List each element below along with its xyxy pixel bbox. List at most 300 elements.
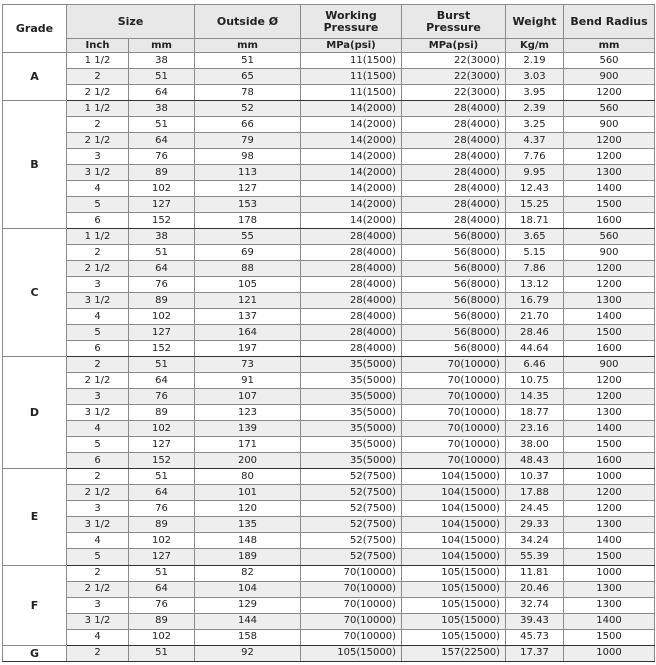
table-row (3, 245, 655, 261)
cell-outside-mm: 123 (195, 405, 301, 421)
cell-size-mm: 64 (129, 373, 195, 389)
cell-size-mm: 127 (129, 197, 195, 213)
cell-inch: 3 (67, 597, 129, 613)
subheader-outside-mm: mm (195, 39, 301, 53)
cell-bend-radius: 1200 (564, 149, 655, 165)
table-row (3, 101, 655, 117)
cell-outside-mm: 92 (195, 645, 301, 661)
cell-inch: 5 (67, 437, 129, 453)
cell-burst-pressure: 104(15000) (402, 549, 506, 565)
cell-weight: 20.46 (506, 581, 564, 597)
cell-bend-radius: 1300 (564, 597, 655, 613)
cell-burst-pressure: 56(8000) (402, 261, 506, 277)
cell-inch: 3 1/2 (67, 613, 129, 629)
cell-burst-pressure: 28(4000) (402, 181, 506, 197)
cell-working-pressure: 70(10000) (301, 565, 402, 581)
cell-bend-radius: 900 (564, 117, 655, 133)
cell-inch: 2 1/2 (67, 133, 129, 149)
cell-outside-mm: 98 (195, 149, 301, 165)
header-row (3, 5, 655, 39)
cell-burst-pressure: 70(10000) (402, 357, 506, 373)
grade-cell: A (3, 53, 67, 101)
cell-inch: 2 (67, 245, 129, 261)
cell-weight: 44.64 (506, 341, 564, 357)
table-row (3, 373, 655, 389)
cell-working-pressure: 28(4000) (301, 341, 402, 357)
cell-outside-mm: 135 (195, 517, 301, 533)
cell-size-mm: 64 (129, 485, 195, 501)
cell-burst-pressure: 56(8000) (402, 325, 506, 341)
table-row (3, 517, 655, 533)
cell-bend-radius: 1300 (564, 581, 655, 597)
cell-size-mm: 102 (129, 629, 195, 645)
cell-working-pressure: 35(5000) (301, 437, 402, 453)
cell-size-mm: 89 (129, 405, 195, 421)
cell-size-mm: 64 (129, 261, 195, 277)
cell-bend-radius: 1300 (564, 405, 655, 421)
cell-burst-pressure: 56(8000) (402, 341, 506, 357)
cell-working-pressure: 14(2000) (301, 133, 402, 149)
cell-inch: 2 1/2 (67, 85, 129, 101)
cell-outside-mm: 137 (195, 309, 301, 325)
table-row (3, 549, 655, 565)
cell-outside-mm: 66 (195, 117, 301, 133)
cell-outside-mm: 127 (195, 181, 301, 197)
grade-cell: F (3, 565, 67, 645)
cell-outside-mm: 105 (195, 277, 301, 293)
cell-bend-radius: 900 (564, 69, 655, 85)
cell-bend-radius: 1300 (564, 517, 655, 533)
cell-size-mm: 152 (129, 213, 195, 229)
cell-inch: 2 1/2 (67, 373, 129, 389)
cell-burst-pressure: 70(10000) (402, 373, 506, 389)
table-row (3, 485, 655, 501)
cell-inch: 1 1/2 (67, 53, 129, 69)
cell-working-pressure: 105(15000) (301, 645, 402, 661)
cell-size-mm: 89 (129, 517, 195, 533)
cell-working-pressure: 28(4000) (301, 309, 402, 325)
cell-burst-pressure: 104(15000) (402, 501, 506, 517)
cell-weight: 9.95 (506, 165, 564, 181)
table-row (3, 437, 655, 453)
cell-weight: 34.24 (506, 533, 564, 549)
cell-inch: 2 1/2 (67, 261, 129, 277)
cell-size-mm: 76 (129, 149, 195, 165)
cell-weight: 3.03 (506, 69, 564, 85)
cell-bend-radius: 1600 (564, 453, 655, 469)
cell-size-mm: 51 (129, 69, 195, 85)
cell-weight: 38.00 (506, 437, 564, 453)
cell-working-pressure: 28(4000) (301, 229, 402, 245)
cell-size-mm: 51 (129, 469, 195, 485)
cell-outside-mm: 178 (195, 213, 301, 229)
cell-weight: 14.35 (506, 389, 564, 405)
table-row (3, 229, 655, 245)
cell-bend-radius: 560 (564, 101, 655, 117)
cell-inch: 1 1/2 (67, 101, 129, 117)
table-body (3, 53, 655, 662)
cell-working-pressure: 11(1500) (301, 85, 402, 101)
header-outside-diameter: Outside Ø (195, 5, 301, 39)
cell-working-pressure: 35(5000) (301, 405, 402, 421)
cell-size-mm: 102 (129, 181, 195, 197)
cell-bend-radius: 1500 (564, 629, 655, 645)
table-row (3, 293, 655, 309)
cell-inch: 2 (67, 357, 129, 373)
table-row (3, 597, 655, 613)
cell-outside-mm: 52 (195, 101, 301, 117)
table-row (3, 325, 655, 341)
cell-weight: 7.86 (506, 261, 564, 277)
cell-outside-mm: 101 (195, 485, 301, 501)
table-row (3, 453, 655, 469)
cell-working-pressure: 52(7500) (301, 549, 402, 565)
table-row (3, 197, 655, 213)
cell-bend-radius: 900 (564, 245, 655, 261)
cell-bend-radius: 1200 (564, 133, 655, 149)
cell-working-pressure: 14(2000) (301, 181, 402, 197)
cell-bend-radius: 1200 (564, 261, 655, 277)
cell-working-pressure: 11(1500) (301, 53, 402, 69)
cell-working-pressure: 70(10000) (301, 629, 402, 645)
cell-outside-mm: 121 (195, 293, 301, 309)
cell-weight: 2.39 (506, 101, 564, 117)
cell-inch: 3 (67, 501, 129, 517)
cell-outside-mm: 189 (195, 549, 301, 565)
header-size: Size (67, 5, 195, 39)
cell-burst-pressure: 22(3000) (402, 53, 506, 69)
subheader-weight-unit: Kg/m (506, 39, 564, 53)
subheader-working-unit: MPa(psi) (301, 39, 402, 53)
cell-weight: 18.71 (506, 213, 564, 229)
cell-working-pressure: 35(5000) (301, 421, 402, 437)
cell-burst-pressure: 28(4000) (402, 149, 506, 165)
cell-working-pressure: 28(4000) (301, 277, 402, 293)
header-working-pressure (301, 5, 402, 39)
cell-working-pressure: 28(4000) (301, 245, 402, 261)
cell-inch: 6 (67, 213, 129, 229)
cell-size-mm: 127 (129, 549, 195, 565)
cell-size-mm: 152 (129, 453, 195, 469)
cell-burst-pressure: 28(4000) (402, 133, 506, 149)
cell-size-mm: 102 (129, 309, 195, 325)
cell-size-mm: 51 (129, 357, 195, 373)
cell-weight: 45.73 (506, 629, 564, 645)
table-row (3, 421, 655, 437)
cell-bend-radius: 1600 (564, 341, 655, 357)
cell-weight: 11.81 (506, 565, 564, 581)
cell-weight: 10.37 (506, 469, 564, 485)
cell-size-mm: 51 (129, 565, 195, 581)
cell-size-mm: 89 (129, 165, 195, 181)
header-weight: Weight (506, 5, 564, 39)
table-row (3, 405, 655, 421)
hose-spec-table (2, 4, 655, 662)
cell-working-pressure: 35(5000) (301, 453, 402, 469)
header-working-line1: Working (325, 8, 377, 22)
cell-weight: 6.46 (506, 357, 564, 373)
cell-burst-pressure: 104(15000) (402, 533, 506, 549)
cell-weight: 7.76 (506, 149, 564, 165)
cell-inch: 3 (67, 149, 129, 165)
cell-burst-pressure: 28(4000) (402, 117, 506, 133)
grade-cell: B (3, 101, 67, 229)
cell-inch: 6 (67, 341, 129, 357)
cell-bend-radius: 1200 (564, 373, 655, 389)
cell-working-pressure: 52(7500) (301, 533, 402, 549)
cell-working-pressure: 35(5000) (301, 389, 402, 405)
table-row (3, 69, 655, 85)
table-row (3, 533, 655, 549)
cell-bend-radius: 1400 (564, 613, 655, 629)
cell-bend-radius: 1000 (564, 645, 655, 661)
cell-inch: 3 1/2 (67, 165, 129, 181)
cell-weight: 3.95 (506, 85, 564, 101)
table-row (3, 389, 655, 405)
cell-bend-radius: 1300 (564, 293, 655, 309)
cell-burst-pressure: 28(4000) (402, 213, 506, 229)
header-bend-radius: Bend Radius (564, 5, 655, 39)
cell-burst-pressure: 70(10000) (402, 437, 506, 453)
grade-cell: G (3, 645, 67, 661)
cell-inch: 3 1/2 (67, 405, 129, 421)
table-row (3, 581, 655, 597)
cell-working-pressure: 35(5000) (301, 357, 402, 373)
cell-inch: 5 (67, 325, 129, 341)
cell-bend-radius: 560 (564, 229, 655, 245)
cell-bend-radius: 560 (564, 53, 655, 69)
cell-burst-pressure: 22(3000) (402, 85, 506, 101)
cell-working-pressure: 14(2000) (301, 213, 402, 229)
table-row (3, 469, 655, 485)
cell-working-pressure: 52(7500) (301, 501, 402, 517)
cell-inch: 3 (67, 389, 129, 405)
cell-size-mm: 51 (129, 645, 195, 661)
cell-working-pressure: 35(5000) (301, 373, 402, 389)
cell-burst-pressure: 56(8000) (402, 229, 506, 245)
cell-working-pressure: 14(2000) (301, 165, 402, 181)
table-row (3, 133, 655, 149)
cell-bend-radius: 1400 (564, 309, 655, 325)
cell-working-pressure: 52(7500) (301, 485, 402, 501)
cell-size-mm: 127 (129, 325, 195, 341)
cell-size-mm: 76 (129, 597, 195, 613)
cell-burst-pressure: 28(4000) (402, 165, 506, 181)
cell-weight: 15.25 (506, 197, 564, 213)
cell-outside-mm: 88 (195, 261, 301, 277)
cell-bend-radius: 1400 (564, 533, 655, 549)
cell-weight: 29.33 (506, 517, 564, 533)
cell-bend-radius: 1600 (564, 213, 655, 229)
table-row (3, 149, 655, 165)
cell-working-pressure: 70(10000) (301, 597, 402, 613)
cell-bend-radius: 1200 (564, 389, 655, 405)
cell-inch: 2 (67, 565, 129, 581)
table-row (3, 645, 655, 661)
cell-inch: 2 (67, 469, 129, 485)
cell-burst-pressure: 56(8000) (402, 293, 506, 309)
cell-size-mm: 64 (129, 581, 195, 597)
cell-burst-pressure: 105(15000) (402, 565, 506, 581)
cell-inch: 5 (67, 197, 129, 213)
cell-weight: 28.46 (506, 325, 564, 341)
cell-bend-radius: 1000 (564, 565, 655, 581)
cell-bend-radius: 1000 (564, 469, 655, 485)
cell-outside-mm: 78 (195, 85, 301, 101)
cell-size-mm: 38 (129, 101, 195, 117)
cell-working-pressure: 28(4000) (301, 293, 402, 309)
cell-weight: 17.37 (506, 645, 564, 661)
subheader-inch: Inch (67, 39, 129, 53)
cell-burst-pressure: 105(15000) (402, 613, 506, 629)
grade-cell: E (3, 469, 67, 565)
cell-outside-mm: 164 (195, 325, 301, 341)
table-row (3, 629, 655, 645)
cell-working-pressure: 14(2000) (301, 197, 402, 213)
cell-weight: 39.43 (506, 613, 564, 629)
cell-inch: 6 (67, 453, 129, 469)
cell-working-pressure: 14(2000) (301, 117, 402, 133)
cell-size-mm: 89 (129, 613, 195, 629)
header-burst-pressure (402, 5, 506, 39)
cell-inch: 4 (67, 421, 129, 437)
cell-outside-mm: 69 (195, 245, 301, 261)
table-row (3, 117, 655, 133)
cell-outside-mm: 80 (195, 469, 301, 485)
table-row (3, 53, 655, 69)
table-row (3, 85, 655, 101)
cell-size-mm: 89 (129, 293, 195, 309)
cell-weight: 13.12 (506, 277, 564, 293)
cell-working-pressure: 70(10000) (301, 613, 402, 629)
cell-bend-radius: 1500 (564, 437, 655, 453)
cell-size-mm: 127 (129, 437, 195, 453)
cell-burst-pressure: 28(4000) (402, 197, 506, 213)
cell-weight: 16.79 (506, 293, 564, 309)
cell-burst-pressure: 157(22500) (402, 645, 506, 661)
cell-burst-pressure: 70(10000) (402, 453, 506, 469)
table-row (3, 213, 655, 229)
cell-working-pressure: 52(7500) (301, 469, 402, 485)
cell-burst-pressure: 104(15000) (402, 469, 506, 485)
grade-cell: C (3, 229, 67, 357)
cell-weight: 21.70 (506, 309, 564, 325)
cell-size-mm: 76 (129, 389, 195, 405)
cell-outside-mm: 153 (195, 197, 301, 213)
cell-inch: 4 (67, 309, 129, 325)
table-row (3, 501, 655, 517)
subheader-row (3, 39, 655, 53)
cell-outside-mm: 129 (195, 597, 301, 613)
cell-working-pressure: 52(7500) (301, 517, 402, 533)
cell-outside-mm: 104 (195, 581, 301, 597)
cell-burst-pressure: 56(8000) (402, 277, 506, 293)
cell-outside-mm: 65 (195, 69, 301, 85)
table-row (3, 565, 655, 581)
table-row (3, 277, 655, 293)
cell-burst-pressure: 28(4000) (402, 101, 506, 117)
cell-weight: 48.43 (506, 453, 564, 469)
cell-weight: 10.75 (506, 373, 564, 389)
cell-outside-mm: 148 (195, 533, 301, 549)
header-burst-line1: Burst (436, 8, 471, 22)
cell-working-pressure: 70(10000) (301, 581, 402, 597)
cell-weight: 3.65 (506, 229, 564, 245)
cell-outside-mm: 171 (195, 437, 301, 453)
cell-inch: 4 (67, 533, 129, 549)
cell-size-mm: 64 (129, 85, 195, 101)
cell-inch: 4 (67, 181, 129, 197)
cell-size-mm: 76 (129, 501, 195, 517)
cell-inch: 1 1/2 (67, 229, 129, 245)
cell-weight: 17.88 (506, 485, 564, 501)
table-row (3, 613, 655, 629)
cell-inch: 2 1/2 (67, 485, 129, 501)
cell-inch: 2 (67, 645, 129, 661)
cell-outside-mm: 107 (195, 389, 301, 405)
cell-outside-mm: 200 (195, 453, 301, 469)
cell-inch: 3 (67, 277, 129, 293)
cell-size-mm: 102 (129, 421, 195, 437)
cell-weight: 2.19 (506, 53, 564, 69)
cell-burst-pressure: 104(15000) (402, 517, 506, 533)
cell-outside-mm: 139 (195, 421, 301, 437)
table-row (3, 261, 655, 277)
cell-size-mm: 51 (129, 117, 195, 133)
cell-inch: 2 1/2 (67, 581, 129, 597)
cell-weight: 24.45 (506, 501, 564, 517)
cell-weight: 3.25 (506, 117, 564, 133)
cell-size-mm: 64 (129, 133, 195, 149)
cell-size-mm: 38 (129, 229, 195, 245)
cell-bend-radius: 1200 (564, 85, 655, 101)
cell-outside-mm: 82 (195, 565, 301, 581)
header-grade: Grade (3, 5, 67, 53)
cell-bend-radius: 1400 (564, 181, 655, 197)
cell-weight: 32.74 (506, 597, 564, 613)
cell-bend-radius: 1200 (564, 277, 655, 293)
subheader-size-mm: mm (129, 39, 195, 53)
cell-outside-mm: 55 (195, 229, 301, 245)
subheader-burst-unit: MPa(psi) (402, 39, 506, 53)
cell-size-mm: 51 (129, 245, 195, 261)
cell-size-mm: 38 (129, 53, 195, 69)
cell-inch: 3 1/2 (67, 517, 129, 533)
subheader-bend-unit: mm (564, 39, 655, 53)
cell-burst-pressure: 105(15000) (402, 581, 506, 597)
cell-burst-pressure: 104(15000) (402, 485, 506, 501)
cell-burst-pressure: 70(10000) (402, 405, 506, 421)
cell-inch: 2 (67, 117, 129, 133)
cell-bend-radius: 1200 (564, 501, 655, 517)
cell-working-pressure: 14(2000) (301, 101, 402, 117)
cell-working-pressure: 28(4000) (301, 261, 402, 277)
table-row (3, 341, 655, 357)
cell-size-mm: 76 (129, 277, 195, 293)
table-row (3, 181, 655, 197)
cell-bend-radius: 1400 (564, 421, 655, 437)
cell-size-mm: 102 (129, 533, 195, 549)
cell-outside-mm: 51 (195, 53, 301, 69)
cell-burst-pressure: 70(10000) (402, 421, 506, 437)
cell-size-mm: 152 (129, 341, 195, 357)
cell-weight: 12.43 (506, 181, 564, 197)
cell-burst-pressure: 56(8000) (402, 309, 506, 325)
cell-outside-mm: 91 (195, 373, 301, 389)
cell-bend-radius: 1200 (564, 485, 655, 501)
cell-inch: 3 1/2 (67, 293, 129, 309)
grade-cell: D (3, 357, 67, 469)
